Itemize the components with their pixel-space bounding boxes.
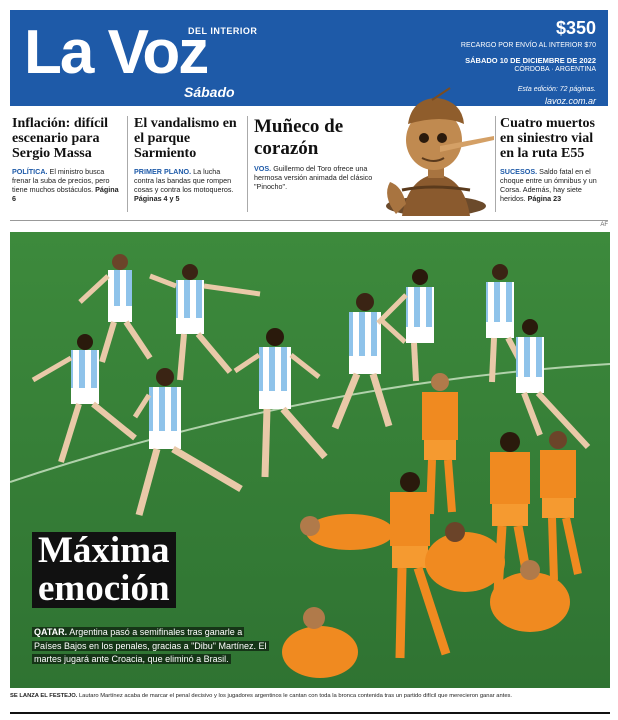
teaser-text: Guillermo del Toro ofrece una hermosa versión animada del clásico "Pinocho". [254,164,373,191]
logo-edition-day: Sábado [184,84,235,100]
bottom-rule [10,712,610,714]
issue-price: $350 [555,18,596,38]
main-photo[interactable] [10,232,610,688]
masthead [10,10,608,106]
teaser-sucesos[interactable] [500,116,608,203]
main-headline[interactable] [32,532,176,608]
teaser-text: La lucha contra las bandas que rompen cosas y contra los motoqueros. [134,167,234,194]
deck-text: Argentina pasó a semifinales tras ganarle a Países Bajos en los penales, gracias a "Dibu" Martínez. El martes jugará ante Croacia, que eliminó a Brasil. [34,627,267,664]
teaser-body [254,164,374,191]
photo-caption [10,692,610,700]
headline-line-2: emoción [38,568,170,609]
pinocchio-puppet-image [372,86,500,216]
teaser-politica[interactable] [12,116,122,203]
teaser-body [12,167,122,203]
teaser-kicker: PRIMER PLANO. [134,167,192,176]
teaser-text: Saldo fatal en el choque entre un ómnibus y un Corsa. Además, hay siete heridos. [500,167,597,203]
teaser-kicker: VOS. [254,164,272,173]
main-story-deck [32,626,268,667]
teaser-kicker: SUCESOS. [500,167,538,176]
teaser-text: El ministro busca frenar la suba de precios, pero tiene muchos obstáculos. [12,167,110,194]
teaser-kicker: POLÍTICA. [12,167,48,176]
teaser-body [500,167,608,203]
page-count: Esta edición: 72 páginas. [517,86,596,93]
newspaper-logo[interactable]: La Voz [24,18,208,87]
website-link[interactable]: lavoz.com.ar [544,96,596,106]
issue-city: CÓRDOBA · ARGENTINA [514,66,596,73]
teaser-primer-plano[interactable] [134,116,242,203]
teaser-body [134,167,242,203]
column-divider [495,116,496,212]
section-rule [10,220,608,221]
headline-line-1: Máxima [38,530,170,571]
teaser-page-ref: Página 23 [527,194,562,203]
teaser-vos[interactable] [254,116,374,191]
caption-kicker: SE LANZA EL FESTEJO. [10,693,78,699]
surcharge-note: RECARGO POR ENVÍO AL INTERIOR $70 [460,42,596,49]
teaser-headline: El vandalismo en el parque Sarmiento [134,116,237,161]
teaser-page-ref: Páginas 4 y 5 [134,194,180,203]
column-divider [247,116,248,212]
column-divider [127,116,128,212]
deck-kicker: QATAR. [34,627,68,637]
teaser-headline: Muñeco de corazón [254,116,344,159]
issue-date: SÁBADO 10 DE DICIEMBRE DE 2022 [465,56,596,65]
football-celebration-photo [10,232,610,688]
teaser-page-ref: Página 6 [12,185,119,203]
logo-superscript: DEL INTERIOR [188,26,258,36]
teaser-headline: Cuatro muertos en siniestro vial en la ruta E55 [500,116,596,161]
corner-mark: AF [600,222,608,228]
teaser-headline: Inflación: difícil escenario para Sergio Massa [12,116,109,161]
caption-text: Lautaro Martínez acaba de marcar el penal decisivo y los jugadores argentinos le cantan con toda la bronca contenida tras un partido difícil que merecieron ganar antes. [78,693,513,699]
